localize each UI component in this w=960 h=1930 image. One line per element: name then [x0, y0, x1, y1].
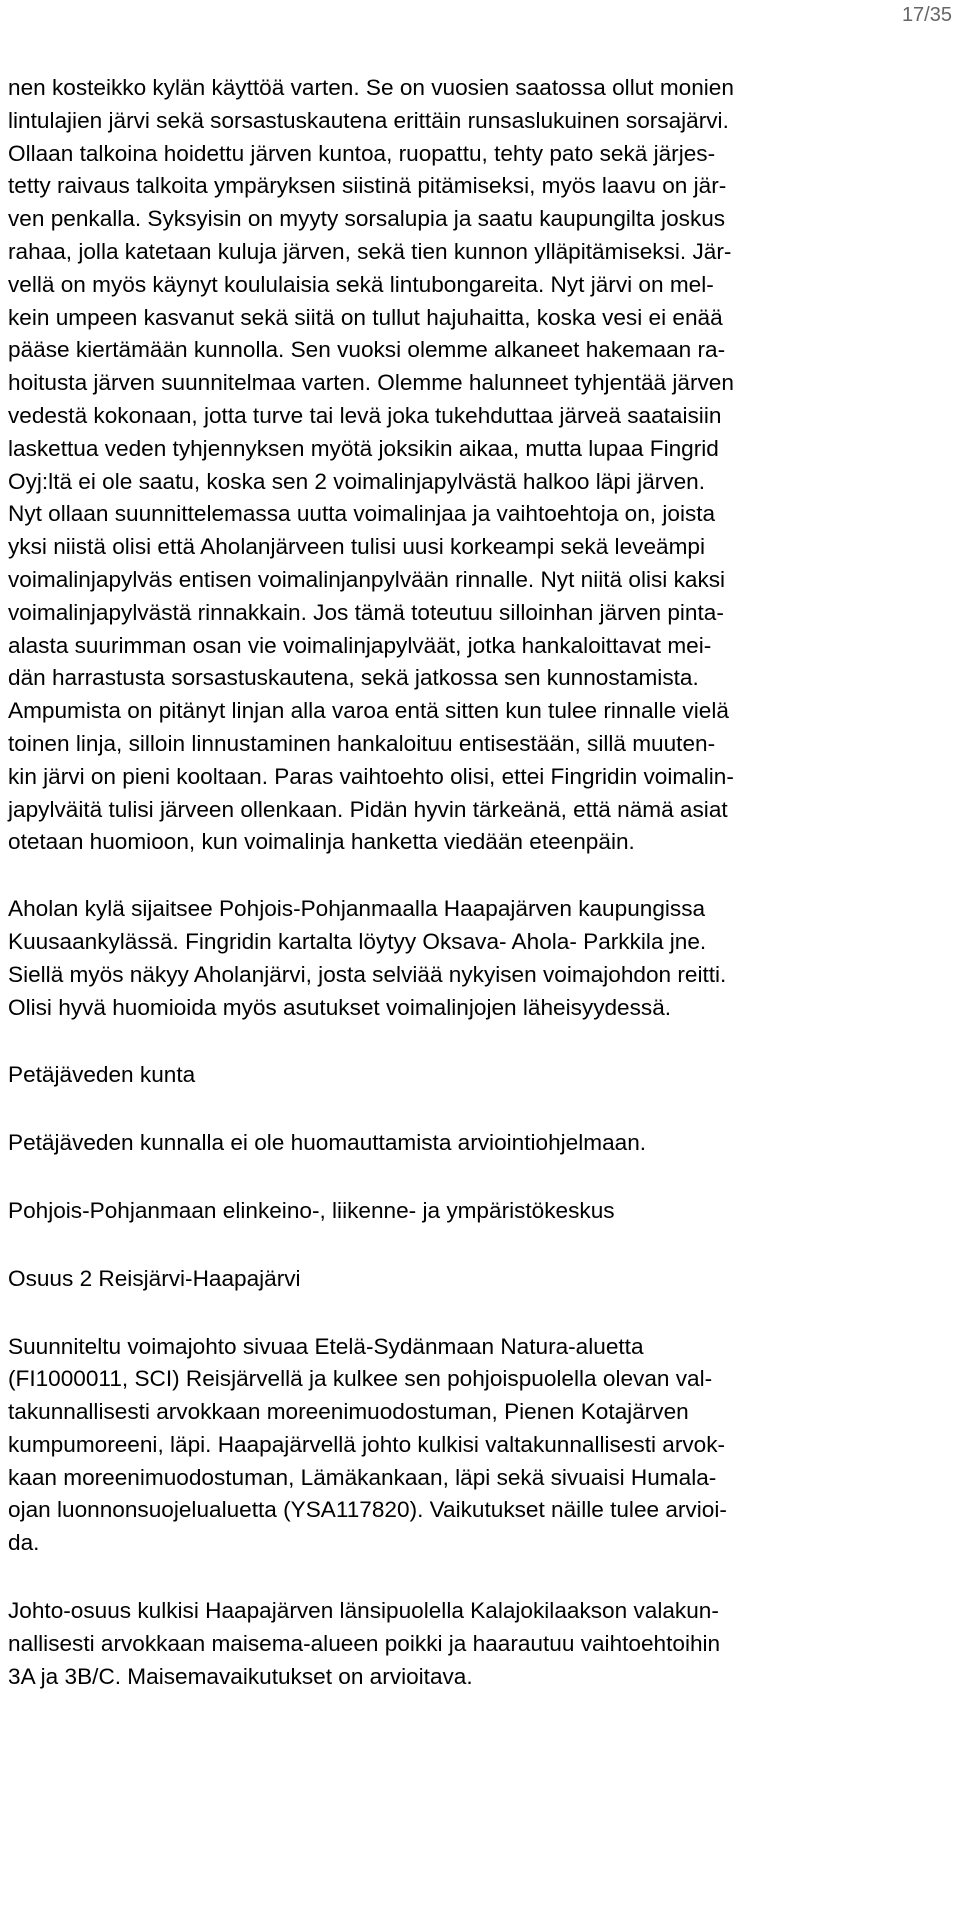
paragraph-natura-impacts [8, 1331, 956, 1561]
text-line: nallisesti arvokkaan maisema-alueen poikki ja haarautuu vaihtoehtoihin [8, 1630, 721, 1656]
text-line: kein umpeen kasvanut sekä siitä on tullut hajuhaitta, koska vesi ei enää [8, 304, 723, 330]
paragraph-spacer [8, 1228, 956, 1263]
text-line: lintulajien järvi sekä sorsastuskautena erittäin runsaslukuinen sorsajärvi. [8, 107, 729, 133]
text-line: (FI1000011, SCI) Reisjärvellä ja kulkee sen pohjoispuolella olevan val- [8, 1366, 713, 1392]
text-line: Pohjois-Pohjanmaan elinkeino-, liikenne- ja ympäristökeskus [8, 1197, 615, 1223]
text-line: vedestä kokonaan, jotta turve tai levä joka tukehduttaa järveä saataisiin [8, 402, 722, 428]
text-line: Oyj:ltä ei ole saatu, koska sen 2 voimalinjapylvästä halkoo läpi järven. [8, 468, 706, 494]
text-line: japylväitä tulisi järveen ollenkaan. Pidän hyvin tärkeänä, että nämä asiat [8, 796, 728, 822]
text-line: alasta suurimman osan vie voimalinjapylväät, jotka hankaloittavat mei- [8, 632, 712, 658]
text-line: ven penkalla. Syksyisin on myyty sorsalupia ja saatu kaupungilta joskus [8, 206, 726, 232]
text-line: Petäjäveden kunnalla ei ole huomauttamista arviointiohjelmaan. [8, 1130, 647, 1156]
paragraph-spacer [8, 1296, 956, 1331]
text-line: Kuusaankylässä. Fingridin kartalta löytyy Oksava- Ahola- Parkkila jne. [8, 928, 707, 954]
text-line: dän harrastusta sorsastuskautena, sekä jatkossa sen kunnostamista. [8, 665, 699, 691]
text-line: ojan luonnonsuojelualuetta (YSA117820). Vaikutukset näille tulee arvioi- [8, 1497, 727, 1523]
section-heading-petajavesi [8, 1059, 956, 1092]
text-line: Johto-osuus kulkisi Haapajärven länsipuolella Kalajokilaakson valakun- [8, 1598, 719, 1624]
text-line: nen kosteikko kylän käyttöä varten. Se on vuosien saatossa ollut monien [8, 75, 734, 100]
section-subheading-section-2 [8, 1263, 956, 1296]
text-line: Ampumista on pitänyt linjan alla varoa entä sitten kun tulee rinnalle vielä [8, 698, 729, 724]
paragraph-ahola-location [8, 893, 956, 1024]
text-line: Suunniteltu voimajohto sivuaa Etelä-Sydänmaan Natura-aluetta [8, 1333, 644, 1359]
text-line: Ollaan talkoina hoidettu järven kuntoa, ruopattu, tehty pato sekä järjes- [8, 140, 716, 166]
page-number: 17/35 [901, 4, 952, 26]
text-line: Olisi hyvä huomioida myös asutukset voimalinjojen läheisyydessä. [8, 994, 672, 1020]
text-line: da. [8, 1530, 40, 1556]
text-line: Siellä myös näkyy Aholanjärvi, josta selviää nykyisen voimajohdon reitti. [8, 961, 727, 987]
text-line: kaan moreenimuodostuman, Lämäkankaan, läpi sekä sivuaisi Humala- [8, 1464, 717, 1490]
text-line: rahaa, jolla katetaan kuluja järven, sekä tien kunnon ylläpitämiseksi. Jär- [8, 238, 732, 264]
text-line: 3A ja 3B/C. Maisemavaikutukset on arvioitava. [8, 1663, 473, 1689]
paragraph-landscape-impacts [8, 1595, 956, 1693]
text-line: voimalinjapylvästä rinnakkain. Jos tämä toteutuu silloinhan järven pinta- [8, 599, 724, 625]
text-line: Petäjäveden kunta [8, 1062, 196, 1088]
text-line: kin järvi on pieni kooltaan. Paras vaihtoehto olisi, ettei Fingridin voimalin- [8, 763, 734, 789]
paragraph-spacer [8, 1160, 956, 1195]
document-body [8, 72, 956, 1693]
text-line: toinen linja, silloin linnustaminen hankaloituu entisestään, sillä muuten- [8, 730, 716, 756]
text-line: Osuus 2 Reisjärvi-Haapajärvi [8, 1265, 301, 1291]
text-line: kumpumoreeni, läpi. Haapajärvellä johto kulkisi valtakunnallisesti arvok- [8, 1431, 726, 1457]
text-line: yksi niistä olisi että Aholanjärveen tulisi uusi korkeampi sekä leveämpi [8, 534, 705, 560]
text-line: Aholan kylä sijaitsee Pohjois-Pohjanmaalla Haapajärven kaupungissa [8, 896, 706, 922]
paragraph-spacer [8, 1092, 956, 1127]
text-line: laskettua veden tyhjennyksen myötä joksikin aikaa, mutta lupaa Fingrid [8, 435, 719, 461]
paragraph-spacer [8, 859, 956, 893]
paragraph-spacer [8, 1024, 956, 1059]
text-line: pääse kiertämään kunnolla. Sen vuoksi olemme alkaneet hakemaan ra- [8, 337, 726, 363]
text-line: Nyt ollaan suunnittelemassa uutta voimalinjaa ja vaihtoehtoja on, joista [8, 501, 716, 527]
text-line: hoitusta järven suunnitelmaa varten. Olemme halunneet tyhjentää järven [8, 370, 734, 396]
text-line: otetaan huomioon, kun voimalinja hanketta viedään eteenpäin. [8, 829, 635, 855]
section-heading-ely-centre [8, 1195, 956, 1228]
text-line: tetty raivaus talkoita ympäryksen siistinä pitämiseksi, myös laavu on jär- [8, 173, 727, 199]
paragraph-aholanjarvi-history [8, 72, 956, 859]
paragraph-petajavesi-statement [8, 1127, 956, 1160]
text-line: vellä on myös käynyt koululaisia sekä lintubongareita. Nyt järvi on mel- [8, 271, 714, 297]
text-line: takunnallisesti arvokkaan moreenimuodostuman, Pienen Kotajärven [8, 1399, 689, 1425]
paragraph-spacer [8, 1560, 956, 1595]
text-line: voimalinjapylväs entisen voimalinjanpylvään rinnalle. Nyt niitä olisi kaksi [8, 566, 726, 592]
